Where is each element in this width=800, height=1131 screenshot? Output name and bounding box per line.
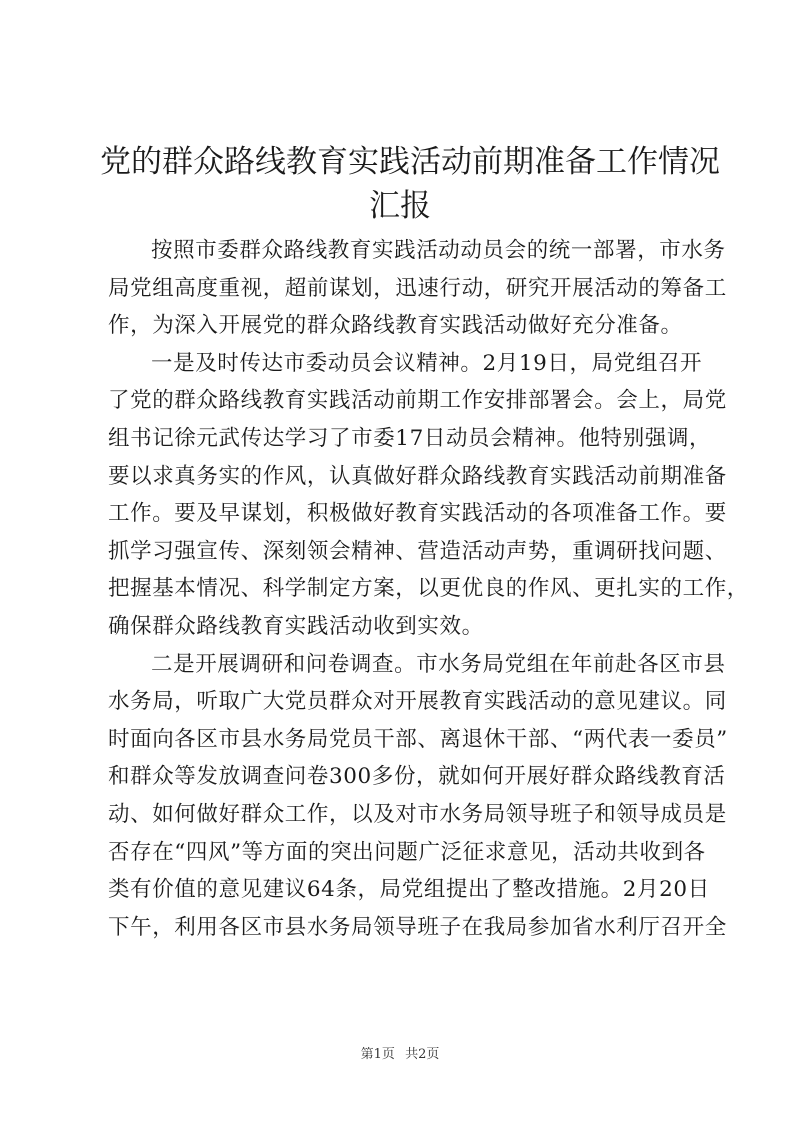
text-line: 一是及时传达市委动员会议精神。2月19日，局党组召开	[151, 350, 703, 376]
document-body	[108, 232, 749, 946]
text-line: 水务局，听取广大党员群众对开展教育实践活动的意见建议。同	[108, 689, 727, 715]
title-line: 党的群众路线教育实践活动前期准备工作情况	[100, 144, 720, 180]
title-line: 汇报	[369, 188, 431, 224]
paragraph-point-one	[108, 345, 749, 646]
text-line: 工作。要及早谋划，积极做好教育实践活动的各项准备工作。要	[108, 501, 727, 527]
text-line: 按照市委群众路线教育实践活动动员会的统一部署，市水务	[151, 238, 726, 263]
text-line: 了党的群众路线教育实践活动前期工作安排部署会。会上，局党	[108, 388, 727, 414]
text-line: 要以求真务实的作风，认真做好群众路线教育实践活动前期准备	[108, 463, 727, 489]
text-line: 动、如何做好群众工作，以及对市水务局领导班子和领导成员是	[108, 801, 727, 827]
text-line: 确保群众路线教育实践活动收到实效。	[108, 613, 484, 639]
text-line: 否存在“四风”等方面的突出问题广泛征求意见，活动共收到各	[108, 839, 706, 865]
document-title	[100, 140, 720, 228]
text-line: 和群众等发放调查问卷300多份，就如何开展好群众路线教育活	[108, 764, 726, 790]
text-line: 局党组高度重视，超前谋划，迅速行动，研究开展活动的筹备工	[108, 275, 727, 301]
text-line: 类有价值的意见建议64条，局党组提出了整改措施。2月20日	[108, 877, 710, 903]
page-footer	[0, 1046, 800, 1064]
page-number: 第1页	[360, 1047, 395, 1062]
text-line: 把握基本情况、科学制定方案，以更优良的作风、更扎实的工作，	[108, 576, 749, 602]
paragraph-intro	[108, 232, 727, 345]
text-line: 作，为深入开展党的群众路线教育实践活动做好充分准备。	[108, 313, 683, 339]
text-line: 时面向各区市县水务局党员干部、离退休干部、“两代表一委员”	[108, 726, 728, 752]
text-line: 二是开展调研和问卷调查。市水务局党组在年前赴各区市县	[151, 651, 726, 677]
text-line: 下午，利用各区市县水务局领导班子在我局参加省水利厅召开全	[108, 914, 727, 940]
text-line: 抓学习强宣传、深刻领会精神、营造活动声势，重调研找问题、	[108, 538, 727, 564]
paragraph-point-two	[108, 646, 728, 947]
text-line: 组书记徐元武传达学习了市委17日动员会精神。他特别强调，	[108, 425, 712, 451]
page-total: 共2页	[405, 1047, 440, 1062]
